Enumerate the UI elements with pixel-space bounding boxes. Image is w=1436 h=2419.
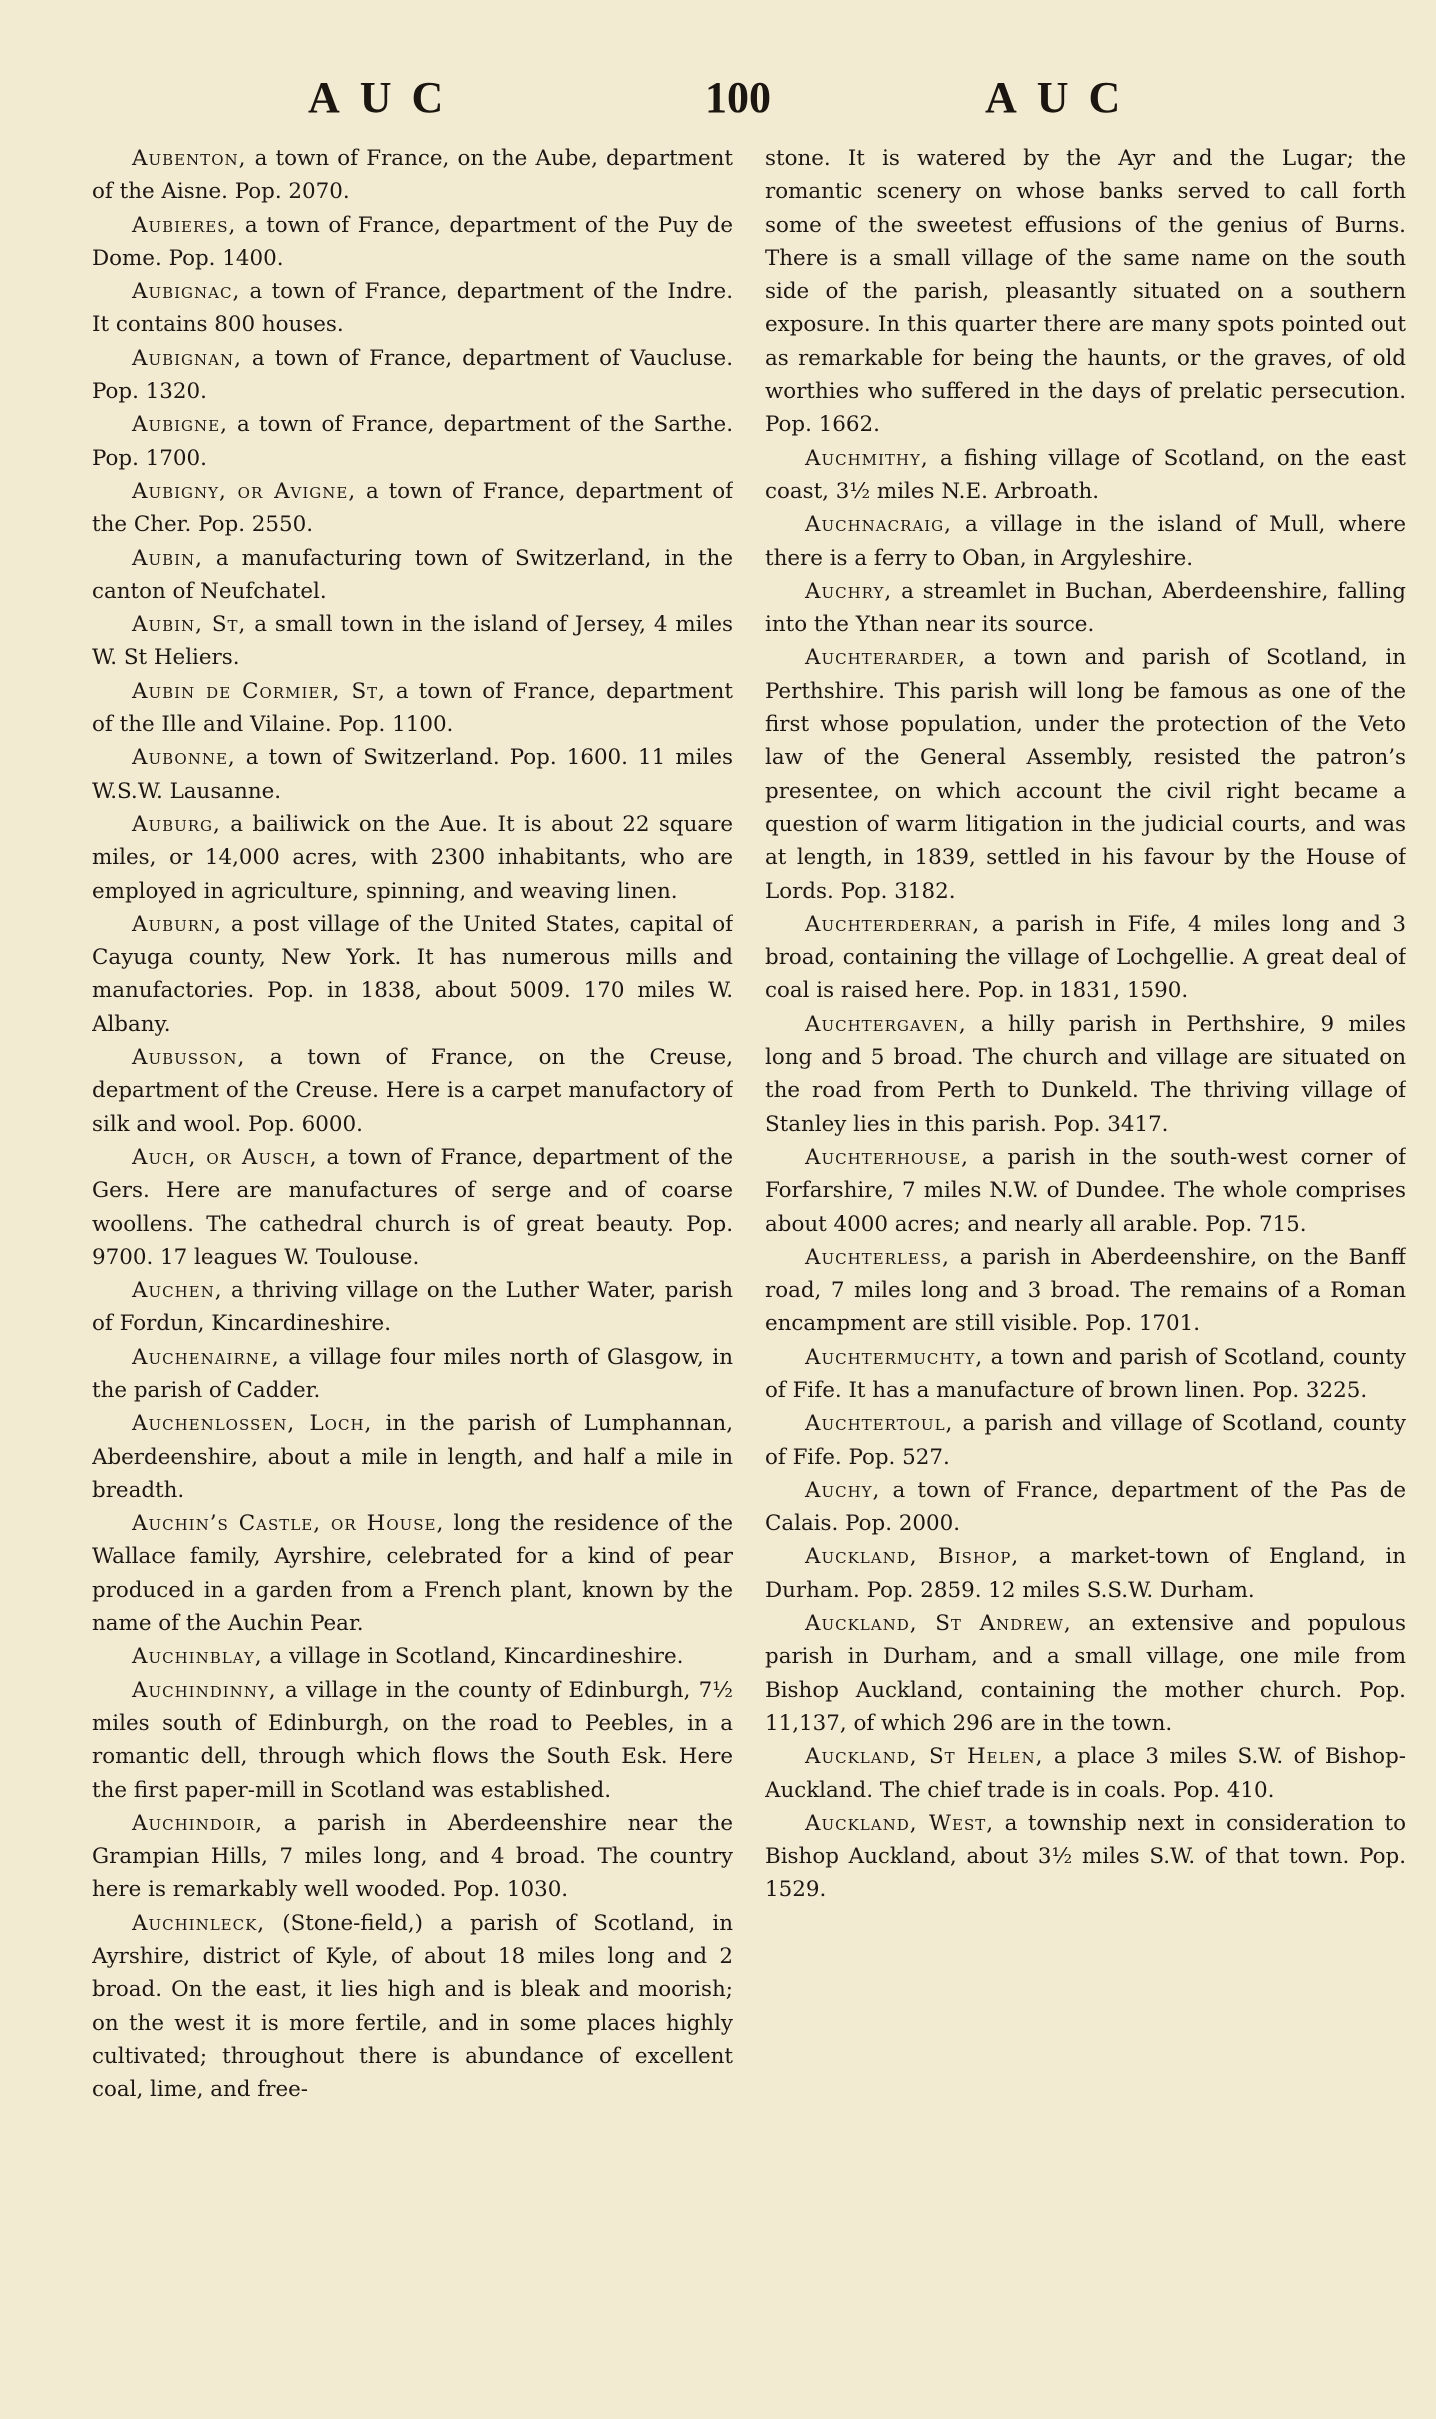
gazetteer-entry <box>92 1274 733 1341</box>
entry-headword: Auch, or Ausch, <box>132 1144 318 1170</box>
gazetteer-entry <box>765 1407 1406 1474</box>
entry-text: a bailiwick on the Aue. It is about 22 square miles, or 14,000 acres, with 2300 inhabitants, who are employed in agriculture, spinning, and weaving linen. <box>92 811 733 904</box>
entry-headword: Auchnacraig, <box>805 512 952 538</box>
entry-headword: Auckland, St Andrew, <box>805 1611 1072 1637</box>
gazetteer-entry <box>92 1041 733 1141</box>
gazetteer-entry <box>765 641 1406 907</box>
gazetteer-entry <box>92 1674 733 1807</box>
entry-text: a hilly parish in Perthshire, 9 miles long and 5 broad. The church and village are situated on the road from Perth to Dunkeld. The thriving village of Stanley lies in this parish. Pop. 3417. <box>765 1011 1406 1137</box>
entry-headword: Auchenlossen, Loch, <box>132 1411 373 1437</box>
gazetteer-entry <box>765 1740 1406 1807</box>
entry-headword: Auchindoir, <box>132 1810 264 1836</box>
gazetteer-entry <box>765 575 1406 642</box>
gazetteer-entry <box>765 1807 1406 1907</box>
entry-headword: Auchterhouse, <box>805 1144 969 1170</box>
entry-text: a town of France, department of the Ille and Vilaine. Pop. 1100. <box>92 678 733 738</box>
entry-text: a parish in Aberdeenshire, on the Banff road, 7 miles long and 3 broad. The remains of a Roman encampment are still visible. Pop. 1701. <box>765 1244 1406 1337</box>
entry-headword: Auchinleck, <box>132 1910 266 1936</box>
gazetteer-entry <box>765 1008 1406 1141</box>
gazetteer-entry <box>765 1540 1406 1607</box>
entry-text: a town of France, department of the Puy de Dome. Pop. 1400. <box>92 212 733 271</box>
entry-headword: Auckland, West, <box>805 1810 995 1836</box>
entry-text: a town of France, department of Vaucluse. Pop. 1320. <box>92 345 733 405</box>
right-column <box>765 142 1406 2392</box>
entry-headword: Auchtermuchty, <box>805 1344 984 1370</box>
gazetteer-entry <box>765 1474 1406 1541</box>
entry-text: a town of France, department of the Indre. It contains 800 houses. <box>92 279 733 338</box>
gazetteer-entry <box>92 608 733 675</box>
entry-headword: Auckland, St Helen, <box>805 1744 1044 1770</box>
entry-text: a town of Switzerland. Pop. 1600. 11 miles W.S.W. Lausanne. <box>92 745 733 804</box>
entry-text: a post village of the United States, capital of Cayuga county, New York. It has numerous mills and manufactories. Pop. in 1838, about 5009. 170 miles W. Albany. <box>92 911 733 1037</box>
entry-headword: Aubieres, <box>132 212 237 238</box>
entry-headword: Auchry, <box>805 578 893 604</box>
entry-text: a village four miles north of Glasgow, in the parish of Cadder. <box>92 1344 733 1403</box>
header-left-catchword: AUC <box>308 73 464 122</box>
entry-headword: Auchy, <box>805 1477 881 1503</box>
entry-text: a streamlet in Buchan, Aberdeenshire, falling into the Ythan near its source. <box>765 578 1406 638</box>
entry-text: a parish in Fife, 4 miles long and 3 broad, containing the village of Lochgellie. A great deal of coal is raised here. Pop. in 1831, 1590. <box>765 911 1406 1004</box>
gazetteer-entry <box>92 408 733 475</box>
entry-text: an extensive and populous parish in Durham, and a small village, one mile from Bishop Auckland, containing the mother church. Pop. 11,137, of which 296 are in the town. <box>765 1611 1406 1736</box>
entry-text: a parish in Aberdeenshire near the Grampian Hills, 7 miles long, and 4 broad. The country here is remarkably well wooded. Pop. 1030. <box>92 1810 733 1903</box>
entry-headword: Aubenton, <box>132 146 247 171</box>
entry-text: a town of France, department of the Pas de Calais. Pop. 2000. <box>765 1477 1406 1537</box>
entry-headword: Aubonne, <box>132 745 236 771</box>
entry-headword: Auburn, <box>132 911 222 937</box>
gazetteer-entry <box>92 542 733 609</box>
entry-text: a market-town of England, in Durham. Pop. 2859. 12 miles S.S.W. Durham. <box>765 1544 1406 1603</box>
gazetteer-entry <box>92 1907 733 2107</box>
entry-text: (Stone-field,) a parish of Scotland, in Ayrshire, district of Kyle, of about 18 miles long and 2 broad. On the east, it lies high and is bleak and moorish; on the west it is more fertile, and in some places highly cultivated; throughout there is abundance of excellent coal, lime, and free- <box>92 1910 733 2103</box>
entry-headword: Auchterless, <box>805 1244 950 1270</box>
entry-text: a township next in consideration to Bishop Auckland, about 3½ miles S.W. of that town. Pop. 1529. <box>765 1810 1406 1903</box>
entry-text: long the residence of the Wallace family, Ayrshire, celebrated for a kind of pear produced in a garden from a French plant, known by the name of the Auchin Pear. <box>92 1511 733 1637</box>
entry-text: a town and parish of Scotland, in Perthshire. This parish will long be famous as one of the first whose population, under the protection of the Veto law of the General Assembly, resisted the patron’s presentee, on which account the civil right became a question of warm litigation in the judicial courts, and was at length, in 1839, settled in his favour by the House of Lords. Pop. 3182. <box>765 645 1406 904</box>
entry-headword: Auchinblay, <box>132 1644 263 1670</box>
entry-headword: Aubin de Cormier, St, <box>132 678 386 704</box>
entry-headword: Aubignac, <box>132 279 241 305</box>
entry-headword: Aubusson, <box>132 1045 246 1071</box>
entry-text: a town and parish of Scotland, county of Fife. It has a manufacture of brown linen. Pop. 3225. <box>765 1344 1406 1403</box>
entry-headword: Auchin’s Castle, or House, <box>132 1511 445 1537</box>
gazetteer-entry <box>765 508 1406 575</box>
gazetteer-entry <box>92 142 733 209</box>
entry-text: a town of France, department of the Cher. Pop. 2550. <box>92 478 733 538</box>
entry-headword: Auchterarder, <box>805 645 967 671</box>
entry-headword: Aubigne, <box>132 412 228 438</box>
entry-headword: Aubignan, <box>132 345 242 371</box>
running-header <box>0 72 1436 142</box>
entry-text: stone. It is watered by the Ayr and the Lugar; the romantic scenery on whose banks served to call forth some of the sweetest effusions of the genius of Burns. There is a small village of the same name on the south side of the parish, pleasantly situated on a southern exposure. In this quarter there are many spots pointed out as remarkable for being the haunts, or the graves, of old worthies who suffered in the days of prelatic persecution. Pop. 1662. <box>765 146 1406 438</box>
entry-text: a town of France, on the Creuse, department of the Creuse. Here is a carpet manufactory of silk and wool. Pop. 6000. <box>92 1045 733 1137</box>
gazetteer-entry <box>92 275 733 342</box>
entry-text: a place 3 miles S.W. of Bishop-Auckland. The chief trade is in coals. Pop. 410. <box>765 1744 1406 1803</box>
gazetteer-entry <box>92 808 733 908</box>
entry-text: a town of France, department of the Gers. Here are manufactures of serge and of coarse woollens. The cathedral church is of great beauty. Pop. 9700. 17 leagues W. Toulouse. <box>92 1144 733 1270</box>
entry-text: a parish in the south-west corner of Forfarshire, 7 miles N.W. of Dundee. The whole comprises about 4000 acres; and nearly all arable. Pop. 715. <box>765 1144 1406 1237</box>
entry-text: a thriving village on the Luther Water, parish of Fordun, Kincardineshire. <box>92 1278 733 1337</box>
gazetteer-entry <box>765 442 1406 509</box>
entry-text: a fishing village of Scotland, on the east coast, 3½ miles N.E. Arbroath. <box>765 445 1406 504</box>
entry-text: a small town in the island of Jersey, 4 miles W. St Heliers. <box>92 612 733 671</box>
gazetteer-entry <box>765 1241 1406 1341</box>
entry-headword: Aubin, St, <box>132 612 247 638</box>
gazetteer-entry <box>92 1407 733 1507</box>
entry-text: a village in the island of Mull, where there is a ferry to Oban, in Argyleshire. <box>765 512 1406 571</box>
gazetteer-entry <box>92 475 733 542</box>
entry-headword: Auchen, <box>132 1278 223 1304</box>
entry-text: a village in the county of Edinburgh, 7½ miles south of Edinburgh, on the road to Peebles, in a romantic dell, through which flows the South Esk. Here the first paper-mill in Scotland was established. <box>92 1677 733 1803</box>
gazetteer-entry <box>765 908 1406 1008</box>
gazetteer-entry <box>765 1607 1406 1740</box>
gazetteer-entry <box>92 908 733 1041</box>
gazetteer-entry <box>92 1141 733 1274</box>
gazetteer-entry <box>92 675 733 742</box>
gazetteer-entry <box>92 741 733 808</box>
entry-headword: Aubigny, or Avigne, <box>132 478 357 504</box>
entry-headword: Aubin, <box>132 545 203 571</box>
entry-text: a village in Scotland, Kincardineshire. <box>262 1644 684 1670</box>
entry-headword: Auchindinny, <box>132 1677 277 1703</box>
left-column <box>92 142 733 2392</box>
gazetteer-entry <box>92 1807 733 1907</box>
gazetteer-entry <box>92 1507 733 1640</box>
header-right-catchword: AUC <box>985 73 1141 122</box>
entry-headword: Auchtergaven, <box>805 1011 967 1037</box>
entry-text: a parish and village of Scotland, county of Fife. Pop. 527. <box>765 1411 1406 1470</box>
entry-text: in the parish of Lumphannan, Aberdeenshire, about a mile in length, and half a mile in breadth. <box>92 1411 733 1503</box>
entry-headword: Auckland, Bishop, <box>805 1544 1020 1570</box>
entry-text: a town of France, department of the Sarthe. Pop. 1700. <box>92 412 733 471</box>
gazetteer-entry <box>765 1341 1406 1408</box>
entry-headword: Auchterderran, <box>805 911 981 937</box>
entry-headword: Auchtertoul, <box>805 1411 954 1437</box>
entry-text: a manufacturing town of Switzerland, in the canton of Neufchatel. <box>92 545 733 604</box>
entry-headword: Auchenairne, <box>132 1344 280 1370</box>
gazetteer-entry <box>92 1640 733 1673</box>
entry-headword: Auburg, <box>132 811 221 837</box>
gazetteer-entry <box>92 342 733 409</box>
page-number: 100 <box>705 73 771 122</box>
gazetteer-entry <box>92 1341 733 1408</box>
gazetteer-entry <box>765 1141 1406 1241</box>
entry-text: a town of France, on the Aube, department of the Aisne. Pop. 2070. <box>92 146 733 205</box>
gazetteer-entry <box>765 142 1406 442</box>
gazetteer-entry <box>92 209 733 276</box>
entry-headword: Auchmithy, <box>805 445 929 471</box>
